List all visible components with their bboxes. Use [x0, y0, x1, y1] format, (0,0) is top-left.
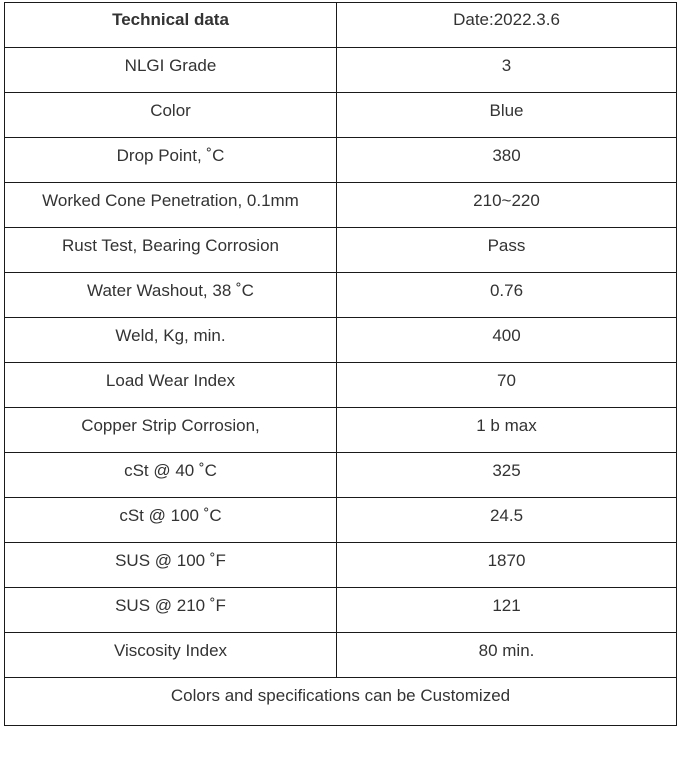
table-row	[5, 363, 677, 408]
table-row	[5, 228, 677, 273]
table-row	[5, 138, 677, 183]
row-value: 70	[337, 363, 677, 408]
table-row	[5, 318, 677, 363]
row-value: 210~220	[337, 183, 677, 228]
technical-data-sheet	[4, 2, 676, 726]
row-value: 121	[337, 588, 677, 633]
row-value: 24.5	[337, 498, 677, 543]
row-label: Worked Cone Penetration, 0.1mm	[5, 183, 337, 228]
row-label: Load Wear Index	[5, 363, 337, 408]
table-row	[5, 93, 677, 138]
row-label: Rust Test, Bearing Corrosion	[5, 228, 337, 273]
row-label: cSt @ 40 ˚C	[5, 453, 337, 498]
row-label: Color	[5, 93, 337, 138]
table-row	[5, 543, 677, 588]
customization-note: Colors and specifications can be Customized	[5, 678, 677, 726]
row-value: Blue	[337, 93, 677, 138]
row-value: 1870	[337, 543, 677, 588]
table-row	[5, 498, 677, 543]
header-label: Technical data	[5, 3, 337, 48]
row-value: 3	[337, 48, 677, 93]
table-row	[5, 633, 677, 678]
technical-data-table	[4, 2, 677, 726]
row-label: Water Washout, 38 ˚C	[5, 273, 337, 318]
row-label: SUS @ 100 ˚F	[5, 543, 337, 588]
row-label: Viscosity Index	[5, 633, 337, 678]
row-label: Weld, Kg, min.	[5, 318, 337, 363]
row-value: 400	[337, 318, 677, 363]
row-value: 80 min.	[337, 633, 677, 678]
table-row	[5, 183, 677, 228]
row-label: NLGI Grade	[5, 48, 337, 93]
table-header-row	[5, 3, 677, 48]
row-value: Pass	[337, 228, 677, 273]
row-label: SUS @ 210 ˚F	[5, 588, 337, 633]
row-label: Copper Strip Corrosion,	[5, 408, 337, 453]
row-value: 0.76	[337, 273, 677, 318]
table-row	[5, 453, 677, 498]
row-label: Drop Point, ˚C	[5, 138, 337, 183]
row-value: 325	[337, 453, 677, 498]
table-row	[5, 273, 677, 318]
table-row	[5, 408, 677, 453]
header-date: Date:2022.3.6	[337, 3, 677, 48]
row-label: cSt @ 100 ˚C	[5, 498, 337, 543]
row-value: 380	[337, 138, 677, 183]
table-footer-row	[5, 678, 677, 726]
table-row	[5, 588, 677, 633]
table-row	[5, 48, 677, 93]
row-value: 1 b max	[337, 408, 677, 453]
